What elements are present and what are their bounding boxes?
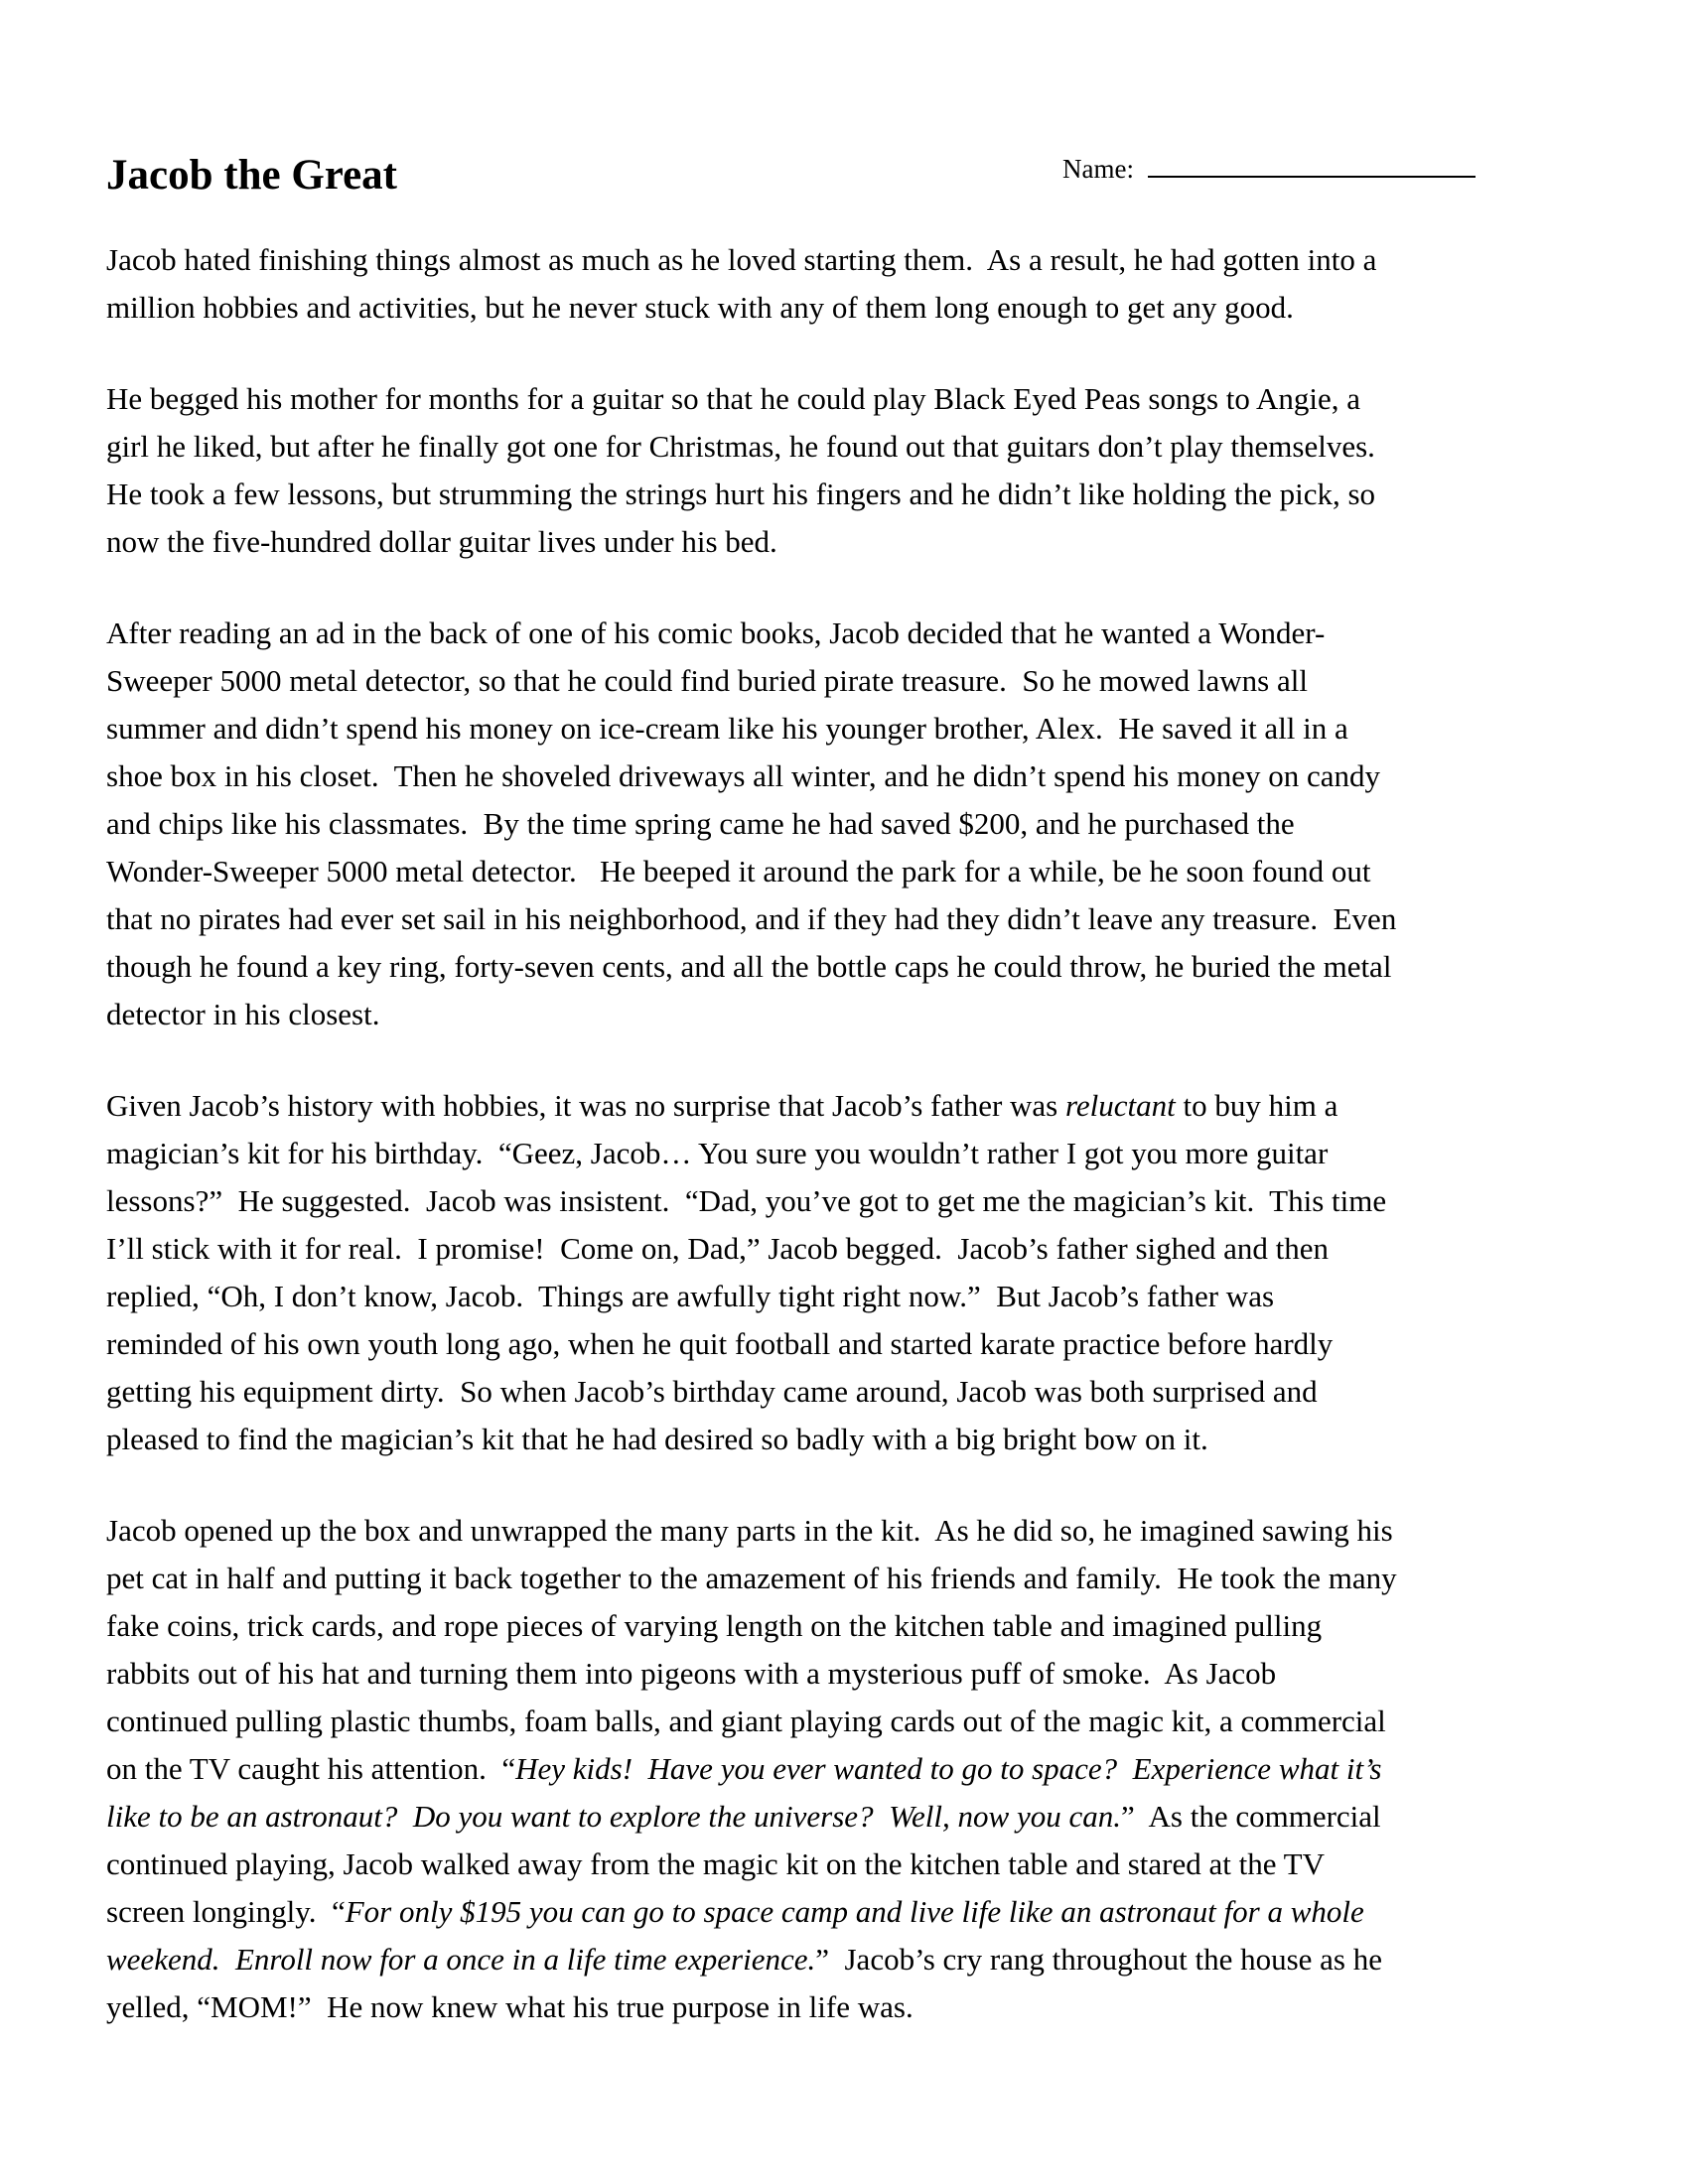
passage-line [106,1555,1635,1602]
passage-line [106,991,1635,1038]
italic-text-run: weekend. Enroll now for a once in a life time experience. [106,1942,816,1977]
passage-line [106,610,1635,657]
paragraph [106,375,1635,566]
name-row [1036,123,1476,215]
passage-line [106,1602,1635,1650]
text-run: on the TV caught his attention. “ [106,1751,516,1786]
passage-line [106,943,1635,991]
passage-line [106,1177,1635,1225]
text-run: Jacob opened up the box and unwrapped the many parts in the kit. As he did so, he imagined sawing his [106,1513,1393,1548]
passage-line [106,471,1635,518]
italic-text-run: Hey kids! Have you ever wanted to go to space? Experience what it’s [515,1751,1382,1786]
passage-line [106,1983,1635,2031]
passage-line [106,375,1635,423]
passage-line [106,1416,1635,1463]
name-underline [1148,175,1476,178]
passage-line [106,1225,1635,1273]
passage-line [106,1130,1635,1177]
text-run: Given Jacob’s history with hobbies, it was no surprise that Jacob’s father was [106,1088,1065,1123]
italic-text-run: like to be an astronaut? Do you want to explore the universe? Well, now you can. [106,1799,1121,1834]
text-run: now the five-hundred dollar guitar lives under his bed. [106,524,777,559]
text-run: I’ll stick with it for real. I promise! Come on, Dad,” Jacob begged. Jacob’s father sighed and then [106,1231,1330,1266]
passage-line [106,1841,1635,1888]
paragraph [106,1507,1635,2031]
text-run: that no pirates had ever set sail in his neighborhood, and if they had they didn’t leave any treasure. Even [106,901,1397,936]
passage-line [106,1320,1635,1368]
text-run: rabbits out of his hat and turning them into pigeons with a mysterious puff of smoke. As Jacob [106,1656,1277,1691]
text-run: replied, “Oh, I don’t know, Jacob. Things are awfully tight right now.” But Jacob’s father was [106,1279,1275,1313]
passage-line [106,1888,1635,1936]
text-run: summer and didn’t spend his money on ice-cream like his younger brother, Alex. He saved it all in a [106,711,1348,746]
passage-line [106,284,1635,332]
passage-line [106,423,1635,471]
passage-line [106,752,1635,800]
passage-line [106,657,1635,705]
text-run: pet cat in half and putting it back together to the amazement of his friends and family. He took the many [106,1561,1397,1595]
text-run: getting his equipment dirty. So when Jacob’s birthday came around, Jacob was both surprised and [106,1374,1318,1409]
text-run: Sweeper 5000 metal detector, so that he could find buried pirate treasure. So he mowed lawns all [106,663,1308,698]
text-run: ” As the commercial [1120,1799,1381,1834]
text-run: He begged his mother for months for a guitar so that he could play Black Eyed Peas songs to Angie, a [106,381,1360,416]
passage-line [106,1273,1635,1320]
text-run: detector in his closest. [106,997,380,1031]
passage-line [106,705,1635,752]
text-run: magician’s kit for his birthday. “Geez, Jacob… You sure you wouldn’t rather I got you more guitar [106,1136,1329,1170]
text-run: Jacob hated finishing things almost as much as he loved starting them. As a result, he had gotten into a [106,242,1377,277]
text-run: to buy him a [1175,1088,1338,1123]
passage-line [106,895,1635,943]
text-run: He took a few lessons, but strumming the strings hurt his fingers and he didn’t like holding the pick, so [106,477,1376,511]
paragraph [106,236,1635,332]
text-run: girl he liked, but after he finally got one for Christmas, he found out that guitars don’t play themselves. [106,429,1375,464]
text-run: screen longingly. “ [106,1894,346,1929]
passage-line [106,1936,1635,1983]
name-label: Name: [1062,154,1134,184]
passage-line [106,1745,1635,1793]
text-run: continued pulling plastic thumbs, foam balls, and giant playing cards out of the magic kit, a commercial [106,1704,1386,1738]
text-run: lessons?” He suggested. Jacob was insistent. “Dad, you’ve got to get me the magician’s kit. This time [106,1183,1387,1218]
text-run: Wonder-Sweeper 5000 metal detector. He beeped it around the park for a while, be he soon found out [106,854,1371,888]
text-run: million hobbies and activities, but he never stuck with any of them long enough to get any good. [106,290,1294,325]
italic-text-run: reluctant [1065,1088,1176,1123]
text-run: continued playing, Jacob walked away from the magic kit on the kitchen table and stared at the TV [106,1846,1325,1881]
text-run: reminded of his own youth long ago, when he quit football and started karate practice before hardly [106,1326,1334,1361]
text-run: After reading an ad in the back of one of his comic books, Jacob decided that he wanted a Wonder- [106,615,1326,650]
text-run: fake coins, trick cards, and rope pieces of varying length on the kitchen table and imagined pulling [106,1608,1323,1643]
passage-line [106,848,1635,895]
text-run: ” Jacob’s cry rang throughout the house as he [815,1942,1382,1977]
passage-line [106,1507,1635,1555]
passage-line [106,1698,1635,1745]
text-run: though he found a key ring, forty-seven cents, and all the bottle caps he could throw, he buried the metal [106,949,1392,984]
passage-line [106,1082,1635,1130]
text-run: shoe box in his closet. Then he shoveled driveways all winter, and he didn’t spend his money on candy [106,758,1381,793]
passage [106,236,1635,2075]
text-run: pleased to find the magician’s kit that he had desired so badly with a big bright bow on it. [106,1422,1208,1456]
passage-line [106,1650,1635,1698]
page-title: Jacob the Great [106,152,397,199]
paragraph [106,610,1635,1038]
paragraph [106,1082,1635,1463]
italic-text-run: For only $195 you can go to space camp and live life like an astronaut for a whole [345,1894,1364,1929]
passage-line [106,1793,1635,1841]
passage-line [106,236,1635,284]
passage-line [106,800,1635,848]
text-run: and chips like his classmates. By the time spring came he had saved $200, and he purchased the [106,806,1295,841]
passage-line [106,1368,1635,1416]
text-run: yelled, “MOM!” He now knew what his true purpose in life was. [106,1989,914,2024]
passage-line [106,518,1635,566]
